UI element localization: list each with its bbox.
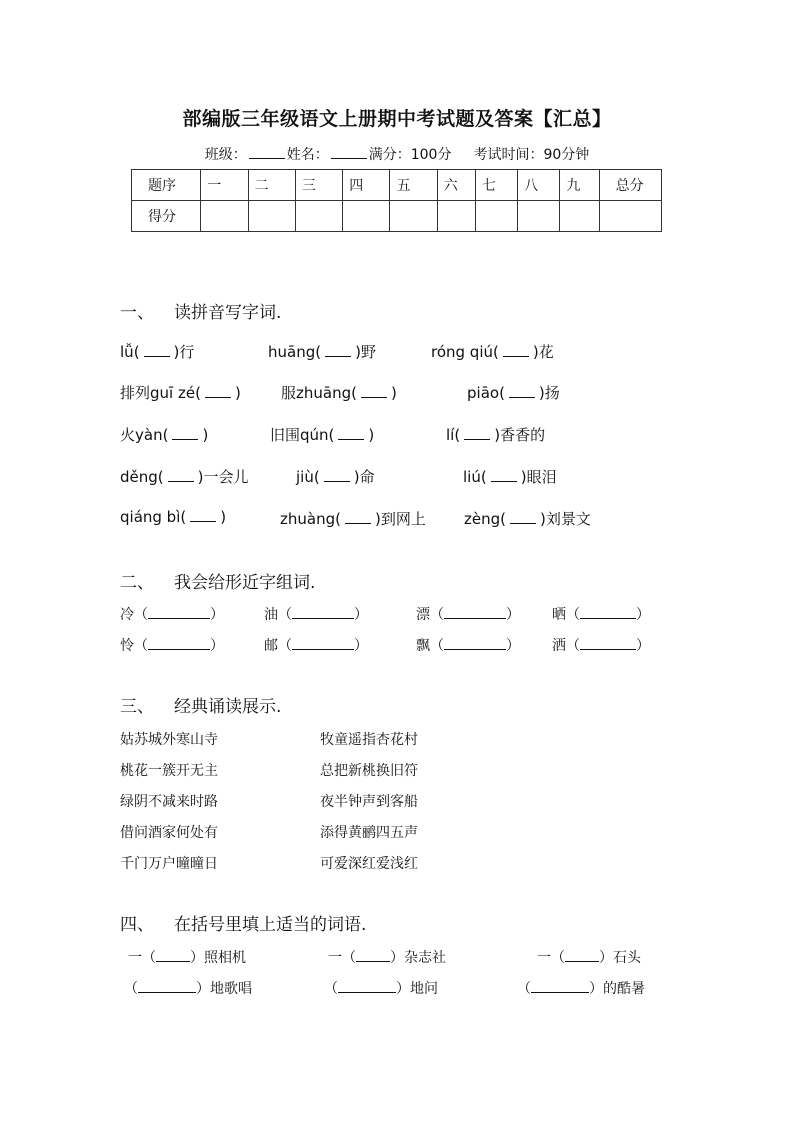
pinyin-item: lǚ( )行 bbox=[120, 343, 195, 361]
pinyin-item: zèng( )刘景文 bbox=[464, 510, 591, 528]
similar-char-item: 漂（ ） bbox=[416, 607, 520, 623]
section-title: 经典诵读展示. bbox=[174, 697, 282, 717]
pinyin-item: 服zhuāng( ) bbox=[281, 384, 397, 402]
similar-char-item: 油（ ） bbox=[264, 607, 368, 623]
pinyin-item: lí( )香香的 bbox=[446, 426, 546, 444]
table-header-cell: 二 bbox=[248, 170, 295, 201]
answer-blank[interactable] bbox=[509, 384, 535, 398]
answer-blank[interactable] bbox=[292, 636, 354, 650]
table-header-cell: 一 bbox=[201, 170, 248, 201]
answer-blank[interactable] bbox=[325, 343, 351, 357]
section-number: 一、 bbox=[120, 303, 154, 323]
table-header-cell: 八 bbox=[518, 170, 560, 201]
answer-blank[interactable] bbox=[338, 979, 396, 993]
pinyin-item: 旧围qún( ) bbox=[270, 426, 375, 444]
similar-char-item: 怜（ ） bbox=[120, 638, 224, 654]
score-cell[interactable] bbox=[518, 201, 560, 232]
answer-blank[interactable] bbox=[168, 468, 194, 482]
pinyin-item: 火yàn( ) bbox=[120, 426, 209, 444]
answer-blank[interactable] bbox=[580, 605, 636, 619]
answer-blank[interactable] bbox=[510, 510, 536, 524]
table-header-cell: 六 bbox=[437, 170, 475, 201]
pinyin-item: róng qiú( )花 bbox=[431, 343, 554, 361]
similar-char-item: 邮（ ） bbox=[264, 638, 368, 654]
score-table-score-row bbox=[132, 201, 662, 232]
table-header-cell: 总分 bbox=[599, 170, 661, 201]
section-title: 在括号里填上适当的词语. bbox=[174, 915, 367, 935]
score-table-header-row bbox=[132, 170, 662, 201]
score-table bbox=[131, 169, 662, 232]
answer-blank[interactable] bbox=[148, 605, 210, 619]
answer-blank[interactable] bbox=[356, 948, 390, 962]
section-2-heading bbox=[120, 568, 315, 593]
answer-blank[interactable] bbox=[444, 636, 506, 650]
pinyin-item: liú( )眼泪 bbox=[463, 468, 557, 486]
score-cell[interactable] bbox=[248, 201, 295, 232]
poem-line-left[interactable]: 桃花一簇开无主 bbox=[120, 763, 218, 779]
score-cell[interactable] bbox=[201, 201, 248, 232]
poem-line-right[interactable]: 添得黄鹂四五声 bbox=[320, 825, 418, 841]
section-title: 我会给形近字组词. bbox=[174, 573, 316, 593]
pinyin-item: piāo( )扬 bbox=[467, 384, 560, 402]
answer-blank[interactable] bbox=[503, 343, 529, 357]
score-cell[interactable] bbox=[295, 201, 342, 232]
poem-line-right[interactable]: 可爱深红爱浅红 bbox=[320, 856, 418, 872]
class-label: 班级： bbox=[204, 147, 247, 163]
exam-info-line bbox=[0, 144, 794, 164]
fill-word-item: （ ）地问 bbox=[324, 981, 438, 997]
score-cell[interactable] bbox=[437, 201, 475, 232]
fill-word-item: 一（ ）石头 bbox=[537, 950, 641, 966]
section-number: 四、 bbox=[120, 915, 154, 935]
table-header-cell: 三 bbox=[295, 170, 342, 201]
name-label: 姓名： bbox=[286, 147, 329, 163]
full-score: 满分：100分 bbox=[368, 147, 452, 163]
score-cell[interactable] bbox=[599, 201, 661, 232]
answer-blank[interactable] bbox=[345, 510, 371, 524]
answer-blank[interactable] bbox=[464, 426, 490, 440]
class-blank[interactable] bbox=[249, 146, 285, 159]
section-number: 二、 bbox=[120, 573, 154, 593]
answer-blank[interactable] bbox=[361, 384, 387, 398]
table-header-cell: 五 bbox=[390, 170, 437, 201]
table-header-cell: 题序 bbox=[132, 170, 201, 201]
pinyin-item: qiáng bì( ) bbox=[120, 508, 227, 526]
table-header-cell: 四 bbox=[343, 170, 390, 201]
poem-line-left[interactable]: 姑苏城外寒山寺 bbox=[120, 732, 218, 748]
answer-blank[interactable] bbox=[144, 343, 170, 357]
answer-blank[interactable] bbox=[205, 384, 231, 398]
pinyin-item: děng( )一会儿 bbox=[120, 468, 249, 486]
poem-line-right[interactable]: 夜半钟声到客船 bbox=[320, 794, 418, 810]
pinyin-item: zhuàng( )到网上 bbox=[280, 510, 426, 528]
table-row-label: 得分 bbox=[132, 201, 201, 232]
score-cell[interactable] bbox=[343, 201, 390, 232]
similar-char-item: 晒（ ） bbox=[552, 607, 650, 623]
section-title: 读拼音写字词. bbox=[174, 303, 282, 323]
answer-blank[interactable] bbox=[324, 468, 350, 482]
section-3-heading bbox=[120, 692, 281, 717]
score-cell[interactable] bbox=[390, 201, 437, 232]
pinyin-item: 排列guī zé( ) bbox=[120, 384, 241, 402]
answer-blank[interactable] bbox=[190, 508, 216, 522]
answer-blank[interactable] bbox=[565, 948, 599, 962]
exam-time: 考试时间：90分钟 bbox=[473, 147, 590, 163]
poem-line-left[interactable]: 借问酒家何处有 bbox=[120, 825, 218, 841]
poem-line-left[interactable]: 绿阴不减来时路 bbox=[120, 794, 218, 810]
answer-blank[interactable] bbox=[444, 605, 506, 619]
section-4-heading bbox=[120, 910, 366, 935]
poem-line-right[interactable]: 牧童遥指杏花村 bbox=[320, 732, 418, 748]
answer-blank[interactable] bbox=[148, 636, 210, 650]
pinyin-item: jiù( )命 bbox=[296, 468, 375, 486]
page-title: 部编版三年级语文上册期中考试题及答案【汇总】 bbox=[182, 108, 612, 130]
section-1-heading bbox=[120, 298, 281, 323]
poem-line-right[interactable]: 总把新桃换旧符 bbox=[320, 763, 418, 779]
fill-word-item: （ ）的酷暑 bbox=[517, 981, 645, 997]
section-number: 三、 bbox=[120, 697, 154, 717]
similar-char-item: 洒（ ） bbox=[552, 638, 650, 654]
pinyin-item: huāng( )野 bbox=[268, 343, 376, 361]
name-blank[interactable] bbox=[331, 146, 367, 159]
answer-blank[interactable] bbox=[491, 468, 517, 482]
answer-blank[interactable] bbox=[156, 948, 190, 962]
similar-char-item: 飘（ ） bbox=[416, 638, 520, 654]
poem-line-left[interactable]: 千门万户曈曈日 bbox=[120, 856, 218, 872]
answer-blank[interactable] bbox=[580, 636, 636, 650]
score-cell[interactable] bbox=[560, 201, 599, 232]
answer-blank[interactable] bbox=[172, 426, 198, 440]
answer-blank[interactable] bbox=[531, 979, 589, 993]
fill-word-item: 一（ ）照相机 bbox=[128, 950, 246, 966]
answer-blank[interactable] bbox=[338, 426, 364, 440]
answer-blank[interactable] bbox=[138, 979, 196, 993]
fill-word-item: （ ）地歌唱 bbox=[124, 981, 252, 997]
answer-blank[interactable] bbox=[292, 605, 354, 619]
table-header-cell: 九 bbox=[560, 170, 599, 201]
similar-char-item: 冷（ ） bbox=[120, 607, 224, 623]
score-cell[interactable] bbox=[475, 201, 517, 232]
table-header-cell: 七 bbox=[475, 170, 517, 201]
fill-word-item: 一（ ）杂志社 bbox=[328, 950, 446, 966]
